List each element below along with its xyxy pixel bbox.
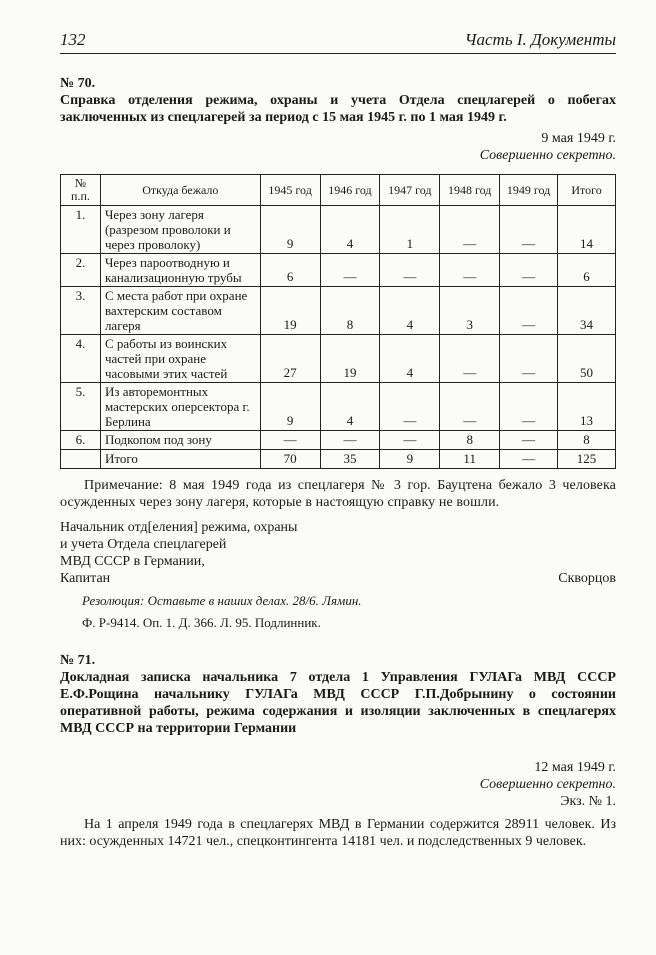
doc70-resolution: Резолюция: Оставьте в наших делах. 28/6. Лямин. [82, 593, 362, 608]
cell-1947: 4 [380, 287, 440, 335]
cell-1948: 3 [440, 287, 500, 335]
row-number: 4. [61, 335, 101, 383]
doc70-title: Справка отделения режима, охраны и учета Отдела спецлагерей о побегах заключенных из спецлагерей за период с 15 мая 1945 г. по 1 мая 1949 г. [60, 93, 616, 125]
doc71-date: 12 мая 1949 г. [534, 760, 616, 775]
col-header: 1946 год [320, 175, 380, 206]
table-row [61, 335, 616, 383]
cell-total: 50 [558, 335, 616, 383]
cell-1947: 4 [380, 335, 440, 383]
cell-1946: — [320, 431, 380, 450]
col-header: 1949 год [500, 175, 558, 206]
cell-1946: 4 [320, 383, 380, 431]
cell-1946: — [320, 254, 380, 287]
row-source: С работы из воинских частей при охране часовыми этих частей [100, 335, 260, 383]
row-number [61, 450, 101, 469]
cell-total: 14 [558, 206, 616, 254]
document-page [60, 30, 616, 850]
table-row [61, 287, 616, 335]
doc71-title: Докладная записка начальника 7 отдела 1 Управления ГУЛАГа МВД СССР Е.Ф.Рощина начальнику ГУЛАГа МВД СССР Г.П.Добрынину о состоянии оперативной работы, режима содержания и изоляции заключенных в спецлагерях МВД СССР на территории Германии [60, 670, 616, 736]
cell-1949: — [500, 383, 558, 431]
cell-1945: 9 [260, 383, 320, 431]
cell-1945: 6 [260, 254, 320, 287]
cell-1948: 11 [440, 450, 500, 469]
signature-line: Начальник отд[еления] режима, охраны [60, 520, 298, 535]
row-number: 2. [61, 254, 101, 287]
doc70-number: № 70. [60, 76, 96, 91]
cell-1947: 9 [380, 450, 440, 469]
doc70-signature [60, 519, 616, 587]
row-source: Подкопом под зону [100, 431, 260, 450]
col-header: Итого [558, 175, 616, 206]
row-number: 1. [61, 206, 101, 254]
signature-line: МВД СССР в Германии, [60, 554, 205, 569]
row-source: Итого [100, 450, 260, 469]
col-header: 1945 год [260, 175, 320, 206]
cell-1949: — [500, 335, 558, 383]
row-source: Через пароотводную и канализационную трубы [100, 254, 260, 287]
cell-1948: 8 [440, 431, 500, 450]
cell-1949: — [500, 450, 558, 469]
row-number: 6. [61, 431, 101, 450]
doc71-paragraph: На 1 апреля 1949 года в спецлагерях МВД в Германии содержится 28911 человек. Из них: осужденных 14721 чел., спецконтингента 14181 чел. и подследственных 9 человек. [60, 817, 616, 849]
signature-line: и учета Отдела спецлагерей [60, 537, 227, 552]
table-total-row [61, 450, 616, 469]
row-number: 5. [61, 383, 101, 431]
cell-1945: 9 [260, 206, 320, 254]
doc71-classification: Совершенно секретно. [479, 777, 616, 792]
col-header: 1947 год [380, 175, 440, 206]
page-header [60, 30, 616, 54]
cell-1947: 1 [380, 206, 440, 254]
cell-1946: 8 [320, 287, 380, 335]
part-title: Часть I. Документы [464, 30, 616, 49]
row-source: Через зону лагеря (разрезом проволоки и через проволоку) [100, 206, 260, 254]
escapes-table [60, 174, 616, 469]
cell-1947: — [380, 431, 440, 450]
cell-1948: — [440, 206, 500, 254]
cell-total: 8 [558, 431, 616, 450]
table-header-row [61, 175, 616, 206]
signer-rank: Капитан [60, 571, 111, 586]
cell-1945: — [260, 431, 320, 450]
cell-1946: 19 [320, 335, 380, 383]
cell-1945: 27 [260, 335, 320, 383]
cell-1945: 70 [260, 450, 320, 469]
table-row [61, 431, 616, 450]
doc70-classification: Совершенно секретно. [479, 148, 616, 163]
cell-1948: — [440, 254, 500, 287]
doc70-archive-ref: Ф. Р-9414. Оп. 1. Д. 366. Л. 95. Подлинник. [82, 615, 321, 630]
cell-total: 34 [558, 287, 616, 335]
doc70-date: 9 мая 1949 г. [541, 131, 616, 146]
col-header: 1948 год [440, 175, 500, 206]
cell-1949: — [500, 431, 558, 450]
col-header: № п.п. [61, 175, 101, 206]
cell-1949: — [500, 206, 558, 254]
doc70-note: Примечание: 8 мая 1949 года из спецлагеря № 3 гор. Бауцтена бежало 3 человека осужденных через зону лагеря, которые в настоящую справку не вошли. [60, 478, 616, 510]
signer-name: Скворцов [558, 571, 616, 586]
doc71-copy: Экз. № 1. [560, 794, 616, 809]
cell-1948: — [440, 383, 500, 431]
cell-1945: 19 [260, 287, 320, 335]
doc71-number: № 71. [60, 653, 96, 668]
cell-total: 125 [558, 450, 616, 469]
cell-1946: 4 [320, 206, 380, 254]
cell-1946: 35 [320, 450, 380, 469]
cell-1948: — [440, 335, 500, 383]
cell-total: 13 [558, 383, 616, 431]
cell-1947: — [380, 383, 440, 431]
row-number: 3. [61, 287, 101, 335]
table-row [61, 254, 616, 287]
cell-total: 6 [558, 254, 616, 287]
page-number: 132 [60, 30, 86, 49]
cell-1949: — [500, 287, 558, 335]
cell-1949: — [500, 254, 558, 287]
col-header: Откуда бежало [100, 175, 260, 206]
cell-1947: — [380, 254, 440, 287]
row-source: С места работ при охране вахтерским составом лагеря [100, 287, 260, 335]
row-source: Из авторемонтных мастерских оперсектора г. Берлина [100, 383, 260, 431]
table-row [61, 206, 616, 254]
table-row [61, 383, 616, 431]
